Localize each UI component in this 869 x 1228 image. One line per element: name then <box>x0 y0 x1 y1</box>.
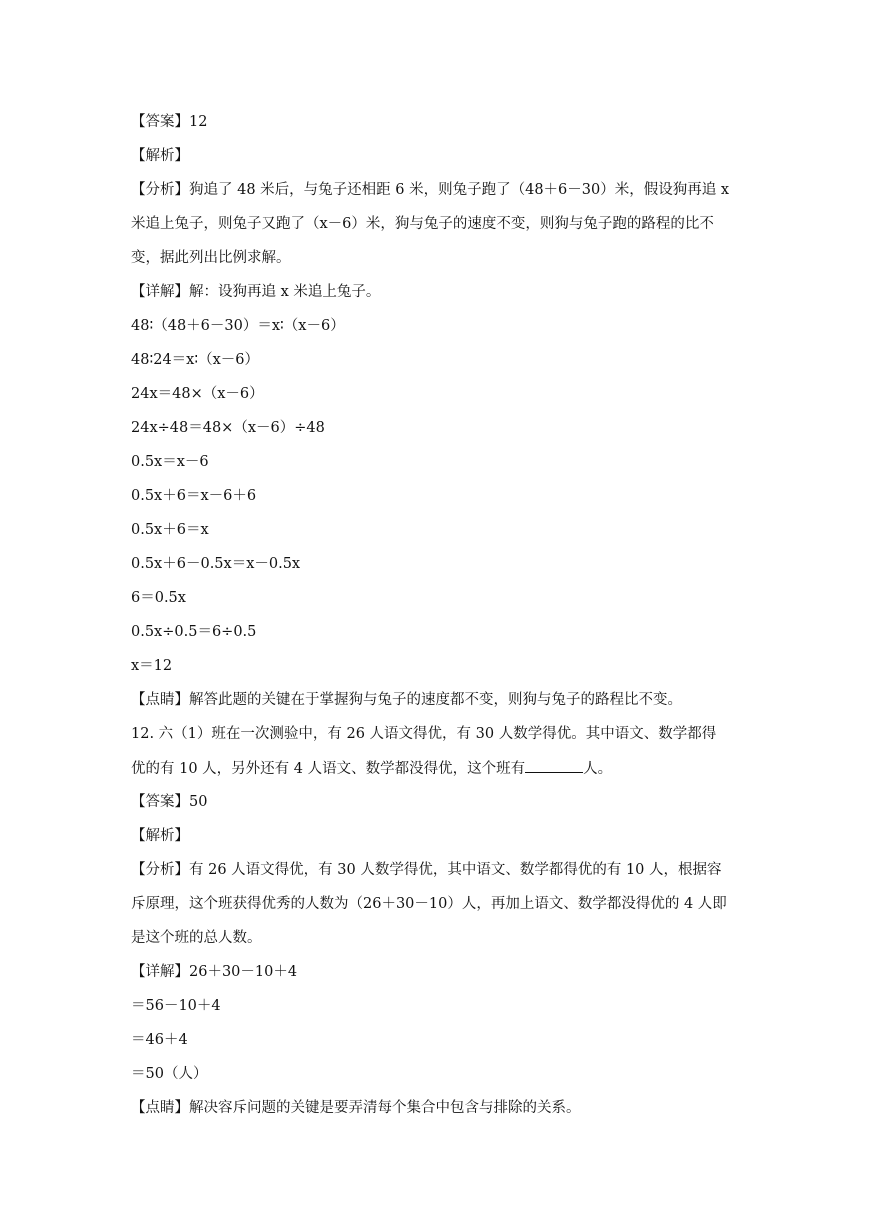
equation-line: ＝56－10＋4 <box>131 998 221 1014</box>
equation-line: 24x÷48＝48×（x－6）÷48 <box>131 420 325 436</box>
question-line <box>131 758 743 779</box>
equation-line: ＝46＋4 <box>131 1032 188 1048</box>
detail-line: 【详解】解：设狗再追 x 米追上兔子。 <box>131 284 381 300</box>
equation-line: 0.5x＋6－0.5x＝x－0.5x <box>131 556 301 572</box>
analysis-heading: 【解析】 <box>131 828 189 844</box>
comment-line: 【点睛】解决容斥问题的关键是要弄清每个集合中包含与排除的关系。 <box>131 1100 581 1116</box>
analysis-text-line: 【分析】有 26 人语文得优，有 30 人数学得优，其中语文、数学都得优的有 10 人，根据容 <box>131 862 722 878</box>
equation-line: 48∶24＝x∶（x－6） <box>131 352 260 368</box>
equation-line: 0.5x÷0.5＝6÷0.5 <box>131 624 257 640</box>
equation-line: 48∶（48＋6－30）＝x∶（x－6） <box>131 318 345 334</box>
question-line: 12. 六（1）班在一次测验中，有 26 人语文得优，有 30 人数学得优。其中语文、数学都得 <box>131 726 717 742</box>
answer-line: 【答案】50 <box>131 794 208 810</box>
analysis-text-line: 米追上兔子，则兔子又跑了（x－6）米，狗与兔子的速度不变，则狗与兔子跑的路程的比不 <box>131 216 714 232</box>
analysis-text-line: 是这个班的总人数。 <box>131 930 262 946</box>
question-text: 优的有 10 人，另外还有 4 人语文、数学都没得优，这个班有 <box>131 761 526 777</box>
analysis-text-line: 【分析】狗追了 48 米后，与兔子还相距 6 米，则兔子跑了（48＋6－30）米，假设狗再追 x <box>131 182 730 198</box>
equation-line: ＝50（人） <box>131 1066 208 1082</box>
question-text-end: 人。 <box>583 761 613 777</box>
equation-line: 0.5x＝x－6 <box>131 454 209 470</box>
answer-blank <box>525 758 583 773</box>
equation-line: 6＝0.5x <box>131 590 186 606</box>
equation-line: x＝12 <box>131 658 173 674</box>
answer-line: 【答案】12 <box>131 114 208 130</box>
detail-line: 【详解】26＋30－10＋4 <box>131 964 298 980</box>
equation-line: 24x＝48×（x－6） <box>131 386 264 402</box>
equation-line: 0.5x＋6＝x <box>131 522 209 538</box>
equation-line: 0.5x＋6＝x－6＋6 <box>131 488 257 504</box>
analysis-text-line: 斥原理，这个班获得优秀的人数为（26＋30－10）人，再加上语文、数学都没得优的 4 人即 <box>131 896 727 912</box>
analysis-heading: 【解析】 <box>131 148 189 164</box>
comment-line: 【点睛】解答此题的关键在于掌握狗与兔子的速度都不变，则狗与兔子的路程比不变。 <box>131 692 682 708</box>
analysis-text-line: 变，据此列出比例求解。 <box>131 250 291 266</box>
